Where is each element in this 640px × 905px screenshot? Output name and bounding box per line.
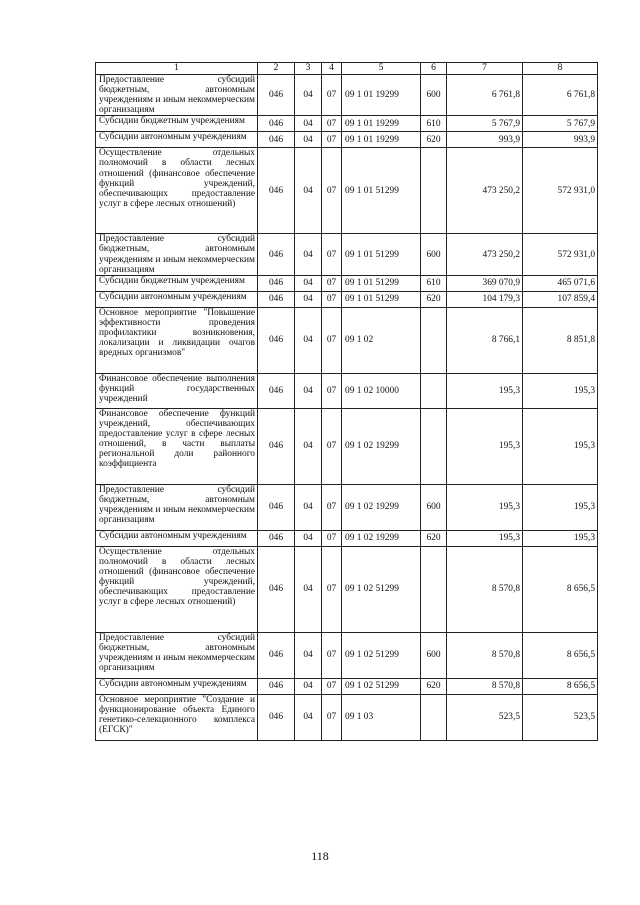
column-amount-year1: 993,9 <box>447 132 523 148</box>
column-target-article: 09 1 01 19299 <box>342 132 421 148</box>
column-amount-year2: 8 656,5 <box>523 678 598 694</box>
column-section: 04 <box>295 546 322 632</box>
column-amount-year2: 5 767,9 <box>523 116 598 132</box>
column-section: 04 <box>295 132 322 148</box>
header-cell: 7 <box>447 63 523 75</box>
column-name: Осуществление отдельных полномочий в области лесных отношений (финансовое обеспечение функций учреждений, обеспечивающих предоставление услуг в сфере лесных отношений) <box>96 148 258 234</box>
column-grbs: 046 <box>258 678 295 694</box>
column-section: 04 <box>295 484 322 530</box>
column-name: Субсидии автономным учреждениям <box>96 530 258 546</box>
column-subsection: 07 <box>322 546 342 632</box>
column-subsection: 07 <box>322 678 342 694</box>
column-grbs: 046 <box>258 530 295 546</box>
column-grbs: 046 <box>258 546 295 632</box>
column-expense-type: 610 <box>421 275 447 291</box>
column-expense-type: 600 <box>421 484 447 530</box>
column-expense-type <box>421 307 447 373</box>
column-name: Предоставление субсидий бюджетным, автономным учреждениям и иным некоммерческим организациям <box>96 484 258 530</box>
column-grbs: 046 <box>258 148 295 234</box>
column-section: 04 <box>295 291 322 307</box>
column-section: 04 <box>295 75 322 116</box>
column-grbs: 046 <box>258 275 295 291</box>
column-name: Финансовое обеспечение функций учреждений, обеспечивающих предоставление услуг в сфере лесных отношений, в части выплаты региональной доли районного коэффициента <box>96 408 258 484</box>
column-expense-type: 600 <box>421 234 447 275</box>
column-target-article: 09 1 03 <box>342 694 421 740</box>
table-row <box>96 307 598 373</box>
column-subsection: 07 <box>322 632 342 678</box>
column-amount-year2: 993,9 <box>523 132 598 148</box>
column-subsection: 07 <box>322 408 342 484</box>
header-cell: 5 <box>342 63 421 75</box>
column-amount-year2: 107 859,4 <box>523 291 598 307</box>
column-expense-type <box>421 546 447 632</box>
column-amount-year2: 572 931,0 <box>523 234 598 275</box>
column-amount-year2: 195,3 <box>523 373 598 408</box>
column-subsection: 07 <box>322 234 342 275</box>
column-name: Субсидии автономным учреждениям <box>96 132 258 148</box>
column-amount-year2: 6 761,8 <box>523 75 598 116</box>
table-row <box>96 678 598 694</box>
column-section: 04 <box>295 530 322 546</box>
column-expense-type <box>421 694 447 740</box>
column-target-article: 09 1 01 51299 <box>342 148 421 234</box>
column-amount-year2: 523,5 <box>523 694 598 740</box>
table-row <box>96 694 598 740</box>
column-amount-year1: 8 766,1 <box>447 307 523 373</box>
column-target-article: 09 1 01 51299 <box>342 234 421 275</box>
column-amount-year1: 6 761,8 <box>447 75 523 116</box>
column-amount-year2: 465 071,6 <box>523 275 598 291</box>
column-amount-year2: 195,3 <box>523 408 598 484</box>
column-subsection: 07 <box>322 275 342 291</box>
column-grbs: 046 <box>258 291 295 307</box>
column-section: 04 <box>295 694 322 740</box>
column-section: 04 <box>295 307 322 373</box>
column-amount-year2: 8 851,8 <box>523 307 598 373</box>
column-expense-type: 600 <box>421 75 447 116</box>
header-cell: 8 <box>523 63 598 75</box>
column-expense-type <box>421 408 447 484</box>
column-name: Основное мероприятие "Повышение эффективности проведения профилактики возникновения, локализации и ликвидации очагов вредных организмов" <box>96 307 258 373</box>
column-target-article: 09 1 02 19299 <box>342 530 421 546</box>
column-amount-year1: 195,3 <box>447 530 523 546</box>
header-cell: 3 <box>295 63 322 75</box>
column-subsection: 07 <box>322 373 342 408</box>
table-row <box>96 291 598 307</box>
column-name: Субсидии автономным учреждениям <box>96 678 258 694</box>
column-amount-year1: 473 250,2 <box>447 148 523 234</box>
table-row <box>96 132 598 148</box>
column-amount-year1: 8 570,8 <box>447 632 523 678</box>
column-expense-type <box>421 148 447 234</box>
column-target-article: 09 1 02 51299 <box>342 678 421 694</box>
column-target-article: 09 1 01 19299 <box>342 116 421 132</box>
column-grbs: 046 <box>258 484 295 530</box>
header-cell: 6 <box>421 63 447 75</box>
column-section: 04 <box>295 116 322 132</box>
column-subsection: 07 <box>322 530 342 546</box>
column-grbs: 046 <box>258 75 295 116</box>
column-amount-year1: 195,3 <box>447 408 523 484</box>
column-expense-type: 620 <box>421 132 447 148</box>
column-section: 04 <box>295 632 322 678</box>
column-name: Основное мероприятие "Создание и функционирование объекта Единого генетико-селекционного комплекса (ЕГСК)" <box>96 694 258 740</box>
column-target-article: 09 1 01 51299 <box>342 291 421 307</box>
column-subsection: 07 <box>322 132 342 148</box>
column-amount-year2: 195,3 <box>523 530 598 546</box>
header-cell: 1 <box>96 63 258 75</box>
column-expense-type: 610 <box>421 116 447 132</box>
column-expense-type: 620 <box>421 291 447 307</box>
column-name: Предоставление субсидий бюджетным, автономным учреждениям и иным некоммерческим организациям <box>96 632 258 678</box>
column-target-article: 09 1 01 19299 <box>342 75 421 116</box>
table-row <box>96 234 598 275</box>
column-section: 04 <box>295 408 322 484</box>
column-subsection: 07 <box>322 75 342 116</box>
table-row <box>96 148 598 234</box>
table-row <box>96 275 598 291</box>
column-grbs: 046 <box>258 132 295 148</box>
column-name: Осуществление отдельных полномочий в области лесных отношений (финансовое обеспечение функций учреждений, обеспечивающих предоставление услуг в сфере лесных отношений) <box>96 546 258 632</box>
table-body <box>96 75 598 741</box>
column-grbs: 046 <box>258 694 295 740</box>
column-grbs: 046 <box>258 373 295 408</box>
column-amount-year2: 572 931,0 <box>523 148 598 234</box>
column-grbs: 046 <box>258 408 295 484</box>
column-amount-year1: 104 179,3 <box>447 291 523 307</box>
header-cell: 2 <box>258 63 295 75</box>
table-row <box>96 408 598 484</box>
column-amount-year2: 8 656,5 <box>523 546 598 632</box>
column-expense-type: 620 <box>421 530 447 546</box>
column-grbs: 046 <box>258 116 295 132</box>
column-amount-year1: 8 570,8 <box>447 678 523 694</box>
table-row <box>96 632 598 678</box>
column-expense-type: 620 <box>421 678 447 694</box>
column-name: Субсидии бюджетным учреждениям <box>96 116 258 132</box>
column-section: 04 <box>295 148 322 234</box>
column-subsection: 07 <box>322 484 342 530</box>
column-name: Предоставление субсидий бюджетным, автономным учреждениям и иным некоммерческим организациям <box>96 75 258 116</box>
column-subsection: 07 <box>322 291 342 307</box>
table-row <box>96 546 598 632</box>
column-amount-year1: 195,3 <box>447 373 523 408</box>
column-target-article: 09 1 02 51299 <box>342 546 421 632</box>
column-target-article: 09 1 02 51299 <box>342 632 421 678</box>
table-row <box>96 75 598 116</box>
table-row <box>96 484 598 530</box>
column-amount-year2: 8 656,5 <box>523 632 598 678</box>
column-section: 04 <box>295 234 322 275</box>
column-target-article: 09 1 02 10000 <box>342 373 421 408</box>
column-subsection: 07 <box>322 148 342 234</box>
column-section: 04 <box>295 275 322 291</box>
header-row <box>96 63 598 75</box>
column-subsection: 07 <box>322 694 342 740</box>
column-amount-year1: 5 767,9 <box>447 116 523 132</box>
column-grbs: 046 <box>258 632 295 678</box>
column-target-article: 09 1 02 19299 <box>342 484 421 530</box>
column-name: Финансовое обеспечение выполнения функций государственных учреждений <box>96 373 258 408</box>
column-expense-type: 600 <box>421 632 447 678</box>
header-cell: 4 <box>322 63 342 75</box>
column-section: 04 <box>295 678 322 694</box>
column-name: Субсидии автономным учреждениям <box>96 291 258 307</box>
budget-table <box>95 62 598 741</box>
table-row <box>96 116 598 132</box>
column-amount-year1: 523,5 <box>447 694 523 740</box>
column-target-article: 09 1 01 51299 <box>342 275 421 291</box>
column-amount-year1: 195,3 <box>447 484 523 530</box>
table-row <box>96 530 598 546</box>
column-amount-year1: 369 070,9 <box>447 275 523 291</box>
column-name: Предоставление субсидий бюджетным, автономным учреждениям и иным некоммерческим организациям <box>96 234 258 275</box>
column-target-article: 09 1 02 19299 <box>342 408 421 484</box>
column-amount-year1: 473 250,2 <box>447 234 523 275</box>
column-name: Субсидии бюджетным учреждениям <box>96 275 258 291</box>
column-amount-year1: 8 570,8 <box>447 546 523 632</box>
column-subsection: 07 <box>322 307 342 373</box>
column-grbs: 046 <box>258 307 295 373</box>
page-number: 118 <box>311 849 329 863</box>
column-section: 04 <box>295 373 322 408</box>
column-subsection: 07 <box>322 116 342 132</box>
table-row <box>96 373 598 408</box>
column-amount-year2: 195,3 <box>523 484 598 530</box>
column-expense-type <box>421 373 447 408</box>
column-target-article: 09 1 02 <box>342 307 421 373</box>
column-grbs: 046 <box>258 234 295 275</box>
